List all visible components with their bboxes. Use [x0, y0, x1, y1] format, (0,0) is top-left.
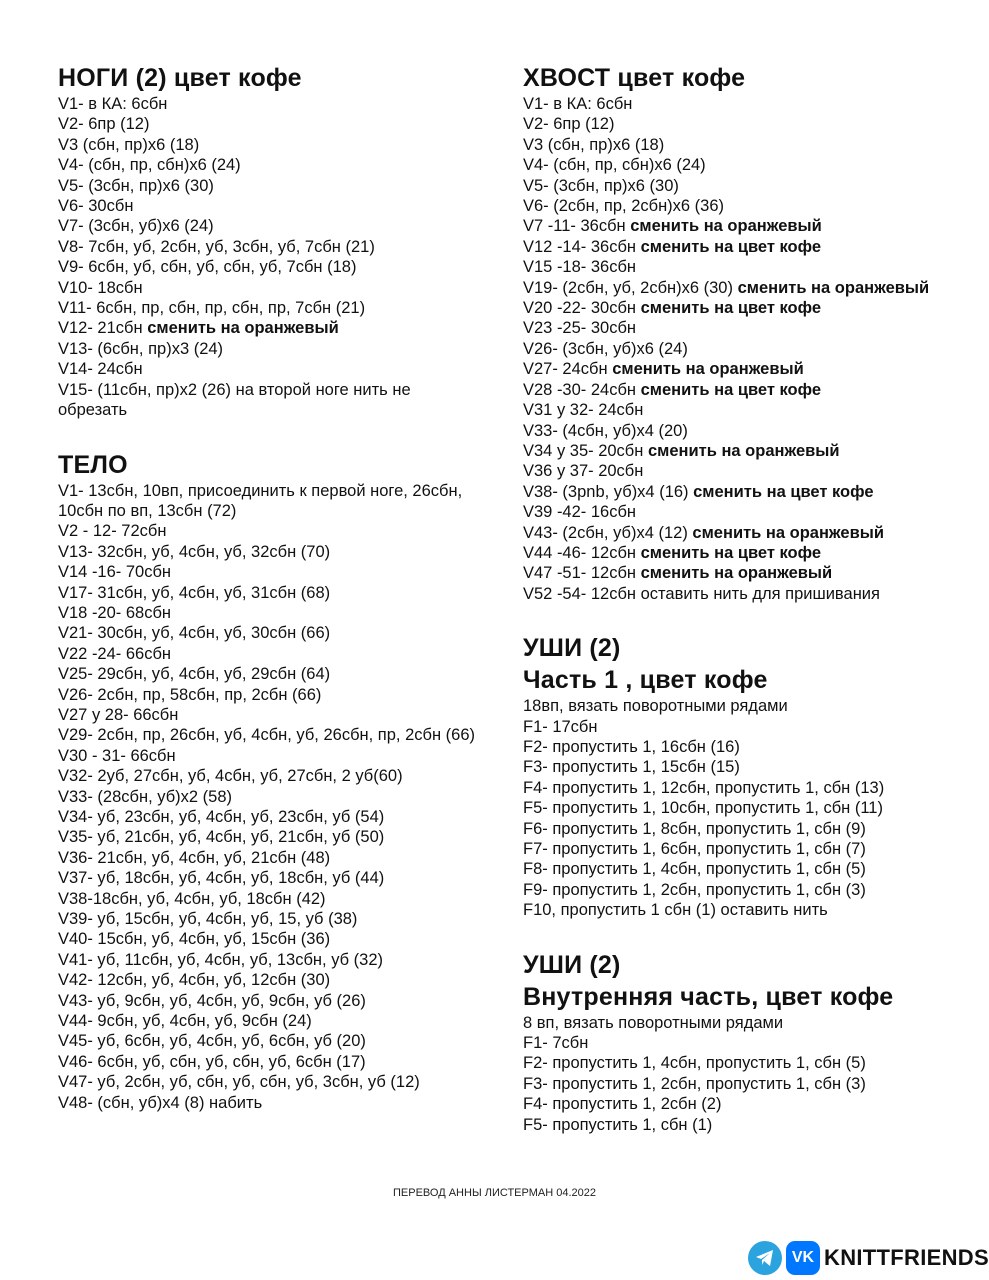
instruction-row — [58, 298, 478, 318]
instruction-text: F6- пропустить 1, 8сбн, пропустить 1, сбн (9) — [523, 819, 866, 838]
instruction-row — [58, 623, 478, 643]
instruction-row — [523, 461, 963, 481]
instruction-text: V48- (сбн, уб)х4 (8) набить — [58, 1093, 263, 1112]
instruction-text: V2- 6пр (12) — [523, 115, 615, 134]
instruction-text: V21- 30сбн, уб, 4сбн, уб, 30сбн (66) — [58, 624, 331, 643]
instruction-row — [58, 705, 478, 725]
instruction-row — [58, 135, 478, 155]
instruction-row — [58, 155, 478, 175]
instruction-text: V1- в КА: 6сбн — [523, 95, 633, 113]
instruction-text: V7 -11- 36сбн — [523, 217, 631, 236]
instruction-row — [523, 696, 963, 716]
instruction-text: V25- 29сбн, уб, 4сбн, уб, 29сбн (64) — [58, 665, 331, 684]
instruction-text: V10- 18сбн — [58, 278, 143, 297]
left-column — [58, 62, 478, 1141]
instruction-text: V3 (сбн, пр)х6 (18) — [523, 135, 665, 154]
instruction-row — [58, 1072, 478, 1092]
instruction-row — [58, 889, 478, 909]
instruction-row — [58, 318, 478, 338]
instruction-text: V6- 30сбн — [58, 197, 134, 216]
instruction-row — [523, 257, 963, 277]
instruction-row — [523, 441, 963, 461]
instruction-row — [58, 950, 478, 970]
instruction-text: V23 -25- 30сбн — [523, 319, 637, 338]
instruction-text: F1- 17сбн — [523, 717, 598, 736]
instruction-text: V9- 6сбн, уб, сбн, уб, сбн, уб, 7сбн (18) — [58, 258, 357, 277]
instruction-text: F10, пропустить 1 сбн (1) оставить нить — [523, 901, 828, 920]
instruction-row — [58, 380, 478, 421]
section — [523, 62, 963, 604]
instruction-text: F9- пропустить 1, 2сбн, пропустить 1, сбн (3) — [523, 880, 866, 899]
instruction-text: V11- 6сбн, пр, сбн, пр, сбн, пр, 7сбн (21) — [58, 299, 366, 318]
instruction-row — [58, 237, 478, 257]
instruction-row — [58, 807, 478, 827]
section-subtitle: Часть 1 , цвет кофе — [523, 666, 768, 695]
instruction-text: V44- 9сбн, уб, 4сбн, уб, 9сбн (24) — [58, 1012, 312, 1031]
instruction-list — [523, 696, 963, 920]
instruction-text: V39 -42- 16сбн — [523, 503, 637, 522]
instruction-row — [523, 216, 963, 236]
instruction-text: V38-18сбн, уб, 4сбн, уб, 18сбн (42) — [58, 889, 326, 908]
instruction-row — [58, 970, 478, 990]
color-change-note: сменить на цвет кофе — [640, 543, 822, 562]
instruction-row — [523, 798, 963, 818]
instruction-row — [58, 176, 478, 196]
color-change-note: сменить на цвет кофе — [640, 380, 822, 399]
color-change-note: сменить на оранжевый — [647, 441, 840, 460]
instruction-text: V6- (2сбн, пр, 2сбн)х6 (36) — [523, 197, 725, 216]
instruction-row — [523, 757, 963, 777]
instruction-text: V27- 24сбн — [523, 360, 613, 379]
instruction-text: V1- 13сбн, 10вп, присоединить к первой ноге, 26сбн, 10сбн по вп, 13сбн (72) — [58, 481, 463, 520]
instruction-row — [523, 839, 963, 859]
instruction-row — [58, 929, 478, 949]
instruction-row — [523, 196, 963, 216]
color-change-note: сменить на оранжевый — [147, 319, 339, 338]
instruction-row — [523, 380, 963, 400]
instruction-row — [523, 859, 963, 879]
instruction-row — [523, 135, 963, 155]
instruction-row — [58, 257, 478, 277]
instruction-row — [58, 339, 478, 359]
instruction-row — [523, 176, 963, 196]
instruction-text: V22 -24- 66сбн — [58, 644, 172, 663]
instruction-row — [58, 644, 478, 664]
instruction-row — [523, 717, 963, 737]
instruction-row — [523, 502, 963, 522]
color-change-note: сменить на оранжевый — [737, 278, 930, 297]
right-column — [523, 62, 963, 1163]
instruction-list — [58, 481, 478, 1114]
instruction-text: V38- (3pnb, уб)х4 (16) — [523, 482, 694, 501]
instruction-text: 8 вп, вязать поворотными рядами — [523, 1013, 784, 1032]
instruction-text: V5- (3сбн, пр)х6 (30) — [58, 176, 214, 195]
instruction-row — [58, 725, 478, 745]
instruction-row — [58, 1052, 478, 1072]
instruction-row — [523, 1053, 963, 1073]
instruction-text: F2- пропустить 1, 16сбн (16) — [523, 737, 740, 756]
instruction-text: V4- (сбн, пр, сбн)х6 (24) — [58, 156, 241, 175]
color-change-note: сменить на оранжевый — [630, 217, 822, 236]
instruction-row — [523, 155, 963, 175]
vk-icon: VK — [786, 1241, 820, 1275]
instruction-row — [523, 584, 963, 604]
instruction-text: V47- уб, 2сбн, уб, сбн, уб, сбн, уб, 3сбн, уб (12) — [58, 1073, 420, 1092]
instruction-text: V36 у 37- 20сбн — [523, 462, 644, 481]
instruction-list — [523, 94, 963, 604]
instruction-row — [58, 481, 478, 522]
instruction-row — [523, 298, 963, 318]
instruction-row — [58, 603, 478, 623]
instruction-text: V17- 31сбн, уб, 4сбн, уб, 31сбн (68) — [58, 583, 331, 602]
instruction-text: V1- в КА: 6сбн — [58, 95, 168, 113]
instruction-text: V47 -51- 12сбн — [523, 564, 641, 583]
instruction-text: V2- 6пр (12) — [58, 115, 150, 134]
instruction-text: V32- 2уб, 27сбн, уб, 4сбн, уб, 27сбн, 2 уб(60) — [58, 767, 403, 786]
instruction-text: F7- пропустить 1, 6сбн, пропустить 1, сбн (7) — [523, 840, 866, 858]
instruction-row — [58, 868, 478, 888]
color-change-note: сменить на цвет кофе — [640, 237, 822, 256]
section-title: ТЕЛО — [58, 450, 128, 479]
instruction-row — [523, 778, 963, 798]
instruction-row — [523, 1115, 963, 1135]
instruction-row — [523, 900, 963, 920]
instruction-text: V3 (сбн, пр)х6 (18) — [58, 135, 200, 154]
section — [58, 449, 478, 1114]
instruction-text: V4- (сбн, пр, сбн)х6 (24) — [523, 156, 706, 175]
instruction-row — [58, 583, 478, 603]
instruction-text: V40- 15сбн, уб, 4сбн, уб, 15сбн (36) — [58, 930, 331, 949]
instruction-text: F4- пропустить 1, 12сбн, пропустить 1, сбн (13) — [523, 778, 885, 797]
instruction-row — [523, 1033, 963, 1053]
instruction-text: V29- 2сбн, пр, 26сбн, уб, 4сбн, уб, 26сбн, пр, 2сбн (66) — [58, 726, 476, 745]
instruction-text: V35- уб, 21сбн, уб, 4сбн, уб, 21сбн, уб (50) — [58, 828, 385, 847]
instruction-row — [523, 482, 963, 502]
instruction-text: V33- (4сбн, уб)х4 (20) — [523, 421, 688, 440]
instruction-row — [58, 1011, 478, 1031]
instruction-row — [523, 523, 963, 543]
instruction-row — [58, 664, 478, 684]
instruction-text: V14 -16- 70сбн — [58, 563, 172, 582]
section-title: УШИ (2) — [523, 950, 621, 979]
instruction-text: V43- уб, 9сбн, уб, 4сбн, уб, 9сбн, уб (26) — [58, 991, 366, 1010]
instruction-row — [523, 737, 963, 757]
instruction-text: V36- 21сбн, уб, 4сбн, уб, 21сбн (48) — [58, 848, 331, 867]
instruction-row — [58, 685, 478, 705]
instruction-text: V45- уб, 6сбн, уб, 4сбн, уб, 6сбн, уб (20) — [58, 1032, 366, 1051]
instruction-text: F3- пропустить 1, 2сбн, пропустить 1, сбн (3) — [523, 1074, 866, 1093]
instruction-list — [523, 1013, 963, 1135]
instruction-row — [523, 114, 963, 134]
instruction-text: V39- уб, 15сбн, уб, 4сбн, уб, 15, уб (38) — [58, 910, 358, 929]
instruction-row — [58, 196, 478, 216]
instruction-row — [523, 359, 963, 379]
instruction-text: V12- 21сбн — [58, 319, 148, 338]
instruction-text: V37- уб, 18сбн, уб, 4сбн, уб, 18сбн, уб (44) — [58, 869, 385, 888]
instruction-row — [58, 542, 478, 562]
section — [523, 949, 963, 1135]
instruction-row — [58, 909, 478, 929]
section-title: УШИ (2) — [523, 634, 621, 663]
brand-logo — [748, 1243, 989, 1273]
instruction-row — [58, 359, 478, 379]
instruction-list — [58, 94, 478, 421]
instruction-row — [523, 563, 963, 583]
instruction-text: V46- 6сбн, уб, сбн, уб, сбн, уб, 6сбн (17) — [58, 1052, 366, 1071]
instruction-text: V26- 2сбн, пр, 58сбн, пр, 2сбн (66) — [58, 685, 322, 704]
instruction-text: V30 - 31- 66сбн — [58, 746, 176, 765]
instruction-row — [523, 318, 963, 338]
color-change-note: сменить на оранжевый — [612, 360, 804, 379]
instruction-row — [58, 827, 478, 847]
instruction-text: V13- (6сбн, пр)х3 (24) — [58, 339, 224, 358]
color-change-note: сменить на цвет кофе — [693, 482, 874, 501]
instruction-text: V26- (3сбн, уб)х6 (24) — [523, 339, 688, 358]
instruction-text: V42- 12сбн, уб, 4сбн, уб, 12сбн (30) — [58, 971, 331, 990]
instruction-row — [523, 237, 963, 257]
instruction-row — [58, 746, 478, 766]
instruction-row — [58, 1093, 478, 1113]
instruction-row — [523, 1013, 963, 1033]
instruction-row — [58, 114, 478, 134]
instruction-text: F3- пропустить 1, 15сбн (15) — [523, 758, 740, 777]
instruction-row — [58, 562, 478, 582]
instruction-row — [58, 848, 478, 868]
instruction-row — [58, 94, 478, 114]
instruction-row — [523, 543, 963, 563]
instruction-row — [58, 521, 478, 541]
color-change-note: сменить на оранжевый — [692, 523, 884, 542]
section-title: НОГИ (2) цвет кофе — [58, 64, 302, 92]
instruction-row — [58, 766, 478, 786]
section-subtitle: Внутренняя часть, цвет кофе — [523, 982, 894, 1011]
instruction-text: F1- 7сбн — [523, 1034, 589, 1053]
instruction-text: 18вп, вязать поворотными рядами — [523, 697, 788, 716]
instruction-row — [523, 880, 963, 900]
instruction-text: V43- (2сбн, уб)х4 (12) — [523, 523, 693, 542]
instruction-text: F2- пропустить 1, 4сбн, пропустить 1, сбн (5) — [523, 1054, 866, 1073]
instruction-text: V34 у 35- 20сбн — [523, 441, 648, 460]
instruction-text: V2 - 12- 72сбн — [58, 522, 167, 541]
instruction-text: V44 -46- 12сбн — [523, 543, 641, 562]
instruction-text: F8- пропустить 1, 4сбн, пропустить 1, сбн (5) — [523, 860, 866, 879]
instruction-text: V31 у 32- 24сбн — [523, 401, 644, 420]
instruction-text: V27 у 28- 66сбн — [58, 705, 179, 724]
section — [523, 632, 963, 920]
instruction-text: V14- 24сбн — [58, 360, 143, 379]
instruction-row — [58, 787, 478, 807]
instruction-row — [523, 278, 963, 298]
color-change-note: сменить на цвет кофе — [640, 299, 822, 318]
instruction-text: V20 -22- 30сбн — [523, 299, 641, 318]
instruction-row — [58, 278, 478, 298]
instruction-text: V34- уб, 23сбн, уб, 4сбн, уб, 23сбн, уб (54) — [58, 808, 385, 826]
instruction-row — [523, 400, 963, 420]
instruction-row — [523, 339, 963, 359]
instruction-text: V12 -14- 36сбн — [523, 237, 641, 256]
instruction-text: V28 -30- 24сбн — [523, 380, 641, 399]
instruction-text: F5- пропустить 1, 10сбн, пропустить 1, сбн (11) — [523, 799, 883, 818]
instruction-row — [523, 1094, 963, 1114]
section — [58, 62, 478, 421]
instruction-text: V33- (28сбн, уб)х2 (58) — [58, 787, 232, 806]
instruction-text: V5- (3сбн, пр)х6 (30) — [523, 176, 679, 195]
instruction-row — [523, 819, 963, 839]
instruction-text: V13- 32сбн, уб, 4сбн, уб, 32сбн (70) — [58, 542, 331, 561]
instruction-row — [58, 216, 478, 236]
color-change-note: сменить на оранжевый — [640, 564, 833, 583]
instruction-text: V18 -20- 68сбн — [58, 603, 172, 622]
instruction-text: F5- пропустить 1, сбн (1) — [523, 1115, 713, 1134]
instruction-text: V15 -18- 36сбн — [523, 258, 637, 277]
section-title: ХВОСТ цвет кофе — [523, 64, 746, 92]
instruction-text: V52 -54- 12сбн оставить нить для пришивания — [523, 584, 880, 603]
instruction-row — [523, 94, 963, 114]
instruction-text: V15- (11сбн, пр)х2 (26) на второй ноге нить не обрезать — [58, 380, 411, 420]
instruction-text: V8- 7сбн, уб, 2сбн, уб, 3сбн, уб, 7сбн (21) — [58, 237, 375, 256]
instruction-row — [523, 421, 963, 441]
instruction-row — [58, 1031, 478, 1051]
instruction-text: F4- пропустить 1, 2сбн (2) — [523, 1095, 722, 1114]
translator-credit: ПЕРЕВОД АННЫ ЛИСТЕРМАН 04.2022 — [393, 1187, 596, 1199]
instruction-row — [523, 1074, 963, 1094]
brand-name: KNITTFRIENDS — [824, 1245, 989, 1270]
telegram-icon — [748, 1241, 782, 1275]
instruction-text: V41- уб, 11сбн, уб, 4сбн, уб, 13сбн, уб (32) — [58, 950, 384, 969]
instruction-row — [58, 991, 478, 1011]
instruction-text: V19- (2сбн, уб, 2сбн)х6 (30) — [523, 278, 738, 297]
instruction-text: V7- (3сбн, уб)х6 (24) — [58, 217, 214, 236]
